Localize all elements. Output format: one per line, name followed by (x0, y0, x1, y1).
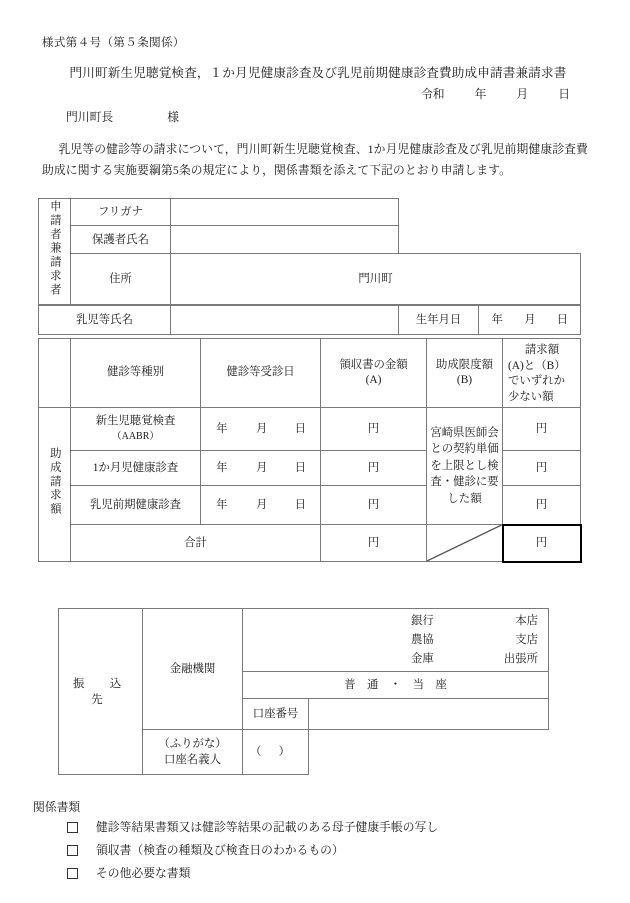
bank-kind-option[interactable]: 銀行 (411, 614, 434, 627)
holder-paren-close: ） (278, 746, 290, 758)
yen-unit: 円 (367, 423, 380, 435)
header-claim-amount-sub: (A)と（B）でいずれか少ない額 (508, 359, 566, 403)
exam-date-input[interactable] (201, 408, 321, 451)
applicant-spacer-mid (399, 226, 581, 254)
yen-unit: 円 (367, 537, 380, 549)
exam-date-year-label: 年 (216, 462, 228, 474)
exam-date-month-label: 月 (255, 499, 268, 511)
yen-unit: 円 (367, 462, 380, 474)
financial-institution-label: 金融機関 (143, 609, 243, 730)
attachment-label: 領収書（検査の種類及び検査日のわかるもの） (96, 843, 344, 857)
header-exam-type: 健診等種別 (71, 339, 201, 408)
account-holder-name-label: 口座名義人 (164, 754, 221, 766)
account-number-label: 口座番号 (243, 699, 309, 730)
exam-type-cell: 1か月児健康診査 (71, 451, 201, 486)
header-limit-amount-sub: (B) (456, 374, 473, 386)
list-item[interactable] (33, 862, 593, 885)
guardian-name-label: 保護者氏名 (71, 226, 171, 254)
date-year-label: 年 (474, 87, 487, 101)
date-month-label: 月 (516, 87, 529, 101)
total-claim-input[interactable] (503, 525, 581, 562)
exam-type-cell: 乳児前期健康診査 (71, 486, 201, 525)
exam-date-month-label: 月 (255, 462, 268, 474)
addressee-honorific: 様 (167, 110, 180, 124)
table-header-row (39, 339, 581, 408)
submission-date-line (0, 85, 588, 102)
checkbox-icon[interactable] (67, 822, 78, 833)
applicant-table (38, 198, 581, 305)
exam-date-month-label: 月 (255, 423, 268, 435)
receipt-amount-input[interactable] (321, 486, 427, 525)
birth-month-label: 月 (524, 314, 536, 326)
limit-amount-note: 宮崎県医師会との契約単価を上限とし検査・健診に要した額 (427, 408, 503, 525)
account-holder-input[interactable] (243, 730, 309, 775)
total-label: 合計 (71, 525, 321, 562)
institution-kind-branch-selector[interactable] (243, 609, 549, 672)
address-input[interactable]: 門川町 (171, 254, 581, 305)
total-limit-struck-cell (427, 525, 503, 562)
yen-unit: 円 (535, 423, 548, 435)
exam-date-day-label: 日 (294, 499, 307, 511)
attachment-label: 健診等結果書類又は健診等結果の記載のある母子健康手帳の写し (96, 820, 439, 834)
birthdate-input[interactable] (479, 306, 581, 335)
exam-date-day-label: 日 (294, 462, 307, 474)
header-claim-amount-title: 請求額 (524, 344, 560, 356)
receipt-amount-input[interactable] (321, 408, 427, 451)
header-claim-amount (503, 339, 581, 408)
table-total-row (39, 525, 581, 562)
exam-date-input[interactable] (201, 486, 321, 525)
furigana-input[interactable] (171, 199, 399, 226)
date-era: 令和 (420, 87, 445, 101)
table-row (39, 199, 581, 226)
exam-type-line1: 新生児聴覚検査 (95, 415, 176, 427)
branch-kind-option[interactable]: 本店 (515, 614, 539, 627)
header-limit-amount-text: 助成限度額 (436, 358, 493, 371)
account-holder-label (143, 730, 243, 775)
bank-kind-row-3 (243, 650, 548, 669)
diagonal-strike-icon (427, 525, 502, 561)
holder-paren-open: （ (250, 746, 262, 758)
addressee-name: 門川町長 (66, 110, 114, 124)
attachments-title: 関係書類 (33, 800, 81, 814)
header-receipt-amount-sub: (A) (365, 374, 382, 386)
table-row (39, 226, 581, 254)
document-title: 門川町新生児聴覚検査，１か月児健康診査及び乳児前期健康診査費助成申請書兼請求書 (69, 66, 567, 80)
birth-day-label: 日 (556, 314, 569, 326)
baby-name-table (38, 305, 581, 335)
branch-kind-option[interactable]: 出張所 (503, 652, 539, 665)
total-receipt-input[interactable] (321, 525, 427, 562)
list-item[interactable] (33, 839, 593, 862)
table-row (39, 254, 581, 305)
header-receipt-amount-text: 領収書の金額 (339, 358, 408, 371)
applicant-spacer-top (399, 199, 581, 226)
header-receipt-amount (321, 339, 427, 408)
checkbox-icon[interactable] (67, 845, 78, 856)
account-number-input[interactable] (309, 699, 549, 730)
exam-date-year-label: 年 (216, 423, 228, 435)
header-limit-amount (427, 339, 503, 408)
table-row (39, 408, 581, 451)
account-type-selector[interactable]: 普 通 ・ 当 座 (243, 672, 549, 699)
birth-year-label: 年 (491, 314, 503, 326)
bank-kind-option[interactable]: 農協 (411, 633, 434, 646)
guardian-name-input[interactable] (171, 226, 399, 254)
attachments-list (33, 816, 593, 885)
claim-amount-input[interactable] (503, 451, 581, 486)
yen-unit: 円 (535, 462, 548, 474)
bank-kind-option[interactable]: 金庫 (411, 652, 434, 665)
transfer-destination-label: 振 込 先 (59, 609, 143, 775)
body-paragraph: 乳児等の健診等の請求について，門川町新生児聴覚検査、1か月児健康診査及び乳児前期健康診査費助成に関する実施要綱第5条の規定により，関係書類を添えて下記のとおり申請します。 (42, 142, 588, 177)
address-label: 住所 (71, 254, 171, 305)
bank-transfer-table (58, 608, 549, 775)
furigana-label: フリガナ (71, 199, 171, 226)
exam-type-line2: （AABR） (111, 431, 160, 442)
addressee-line (66, 108, 179, 125)
yen-unit: 円 (367, 499, 380, 511)
account-holder-furigana-label: （ふりがな） (158, 738, 227, 750)
receipt-amount-input[interactable] (321, 451, 427, 486)
branch-kind-option[interactable]: 支店 (515, 633, 539, 646)
table-row (39, 306, 581, 335)
subsidy-header-corner (39, 339, 71, 408)
subsidy-row-label: 助成請求額 (39, 408, 71, 562)
subsidy-claim-table (38, 338, 582, 563)
exam-date-day-label: 日 (294, 423, 307, 435)
claim-amount-input[interactable] (503, 486, 581, 525)
header-exam-date: 健診等受診日 (201, 339, 321, 408)
claim-amount-input[interactable] (503, 408, 581, 451)
birthdate-label: 生年月日 (399, 306, 479, 335)
exam-date-input[interactable] (201, 451, 321, 486)
baby-name-label: 乳児等氏名 (39, 306, 171, 335)
exam-type-cell (71, 408, 201, 451)
date-day-label: 日 (558, 87, 570, 101)
bank-kind-row-1 (243, 612, 548, 631)
list-item[interactable] (33, 816, 593, 839)
applicant-row-label: 申請者兼請求者 (39, 199, 71, 305)
attachment-label: その他必要な書類 (96, 866, 191, 880)
yen-unit: 円 (535, 537, 548, 549)
form-number: 様式第４号（第５条関係） (42, 37, 185, 49)
table-row (59, 609, 549, 672)
exam-date-year-label: 年 (216, 499, 228, 511)
baby-name-input[interactable] (171, 306, 399, 335)
checkbox-icon[interactable] (67, 868, 78, 879)
yen-unit: 円 (535, 498, 548, 511)
bank-kind-row-2 (243, 631, 548, 650)
